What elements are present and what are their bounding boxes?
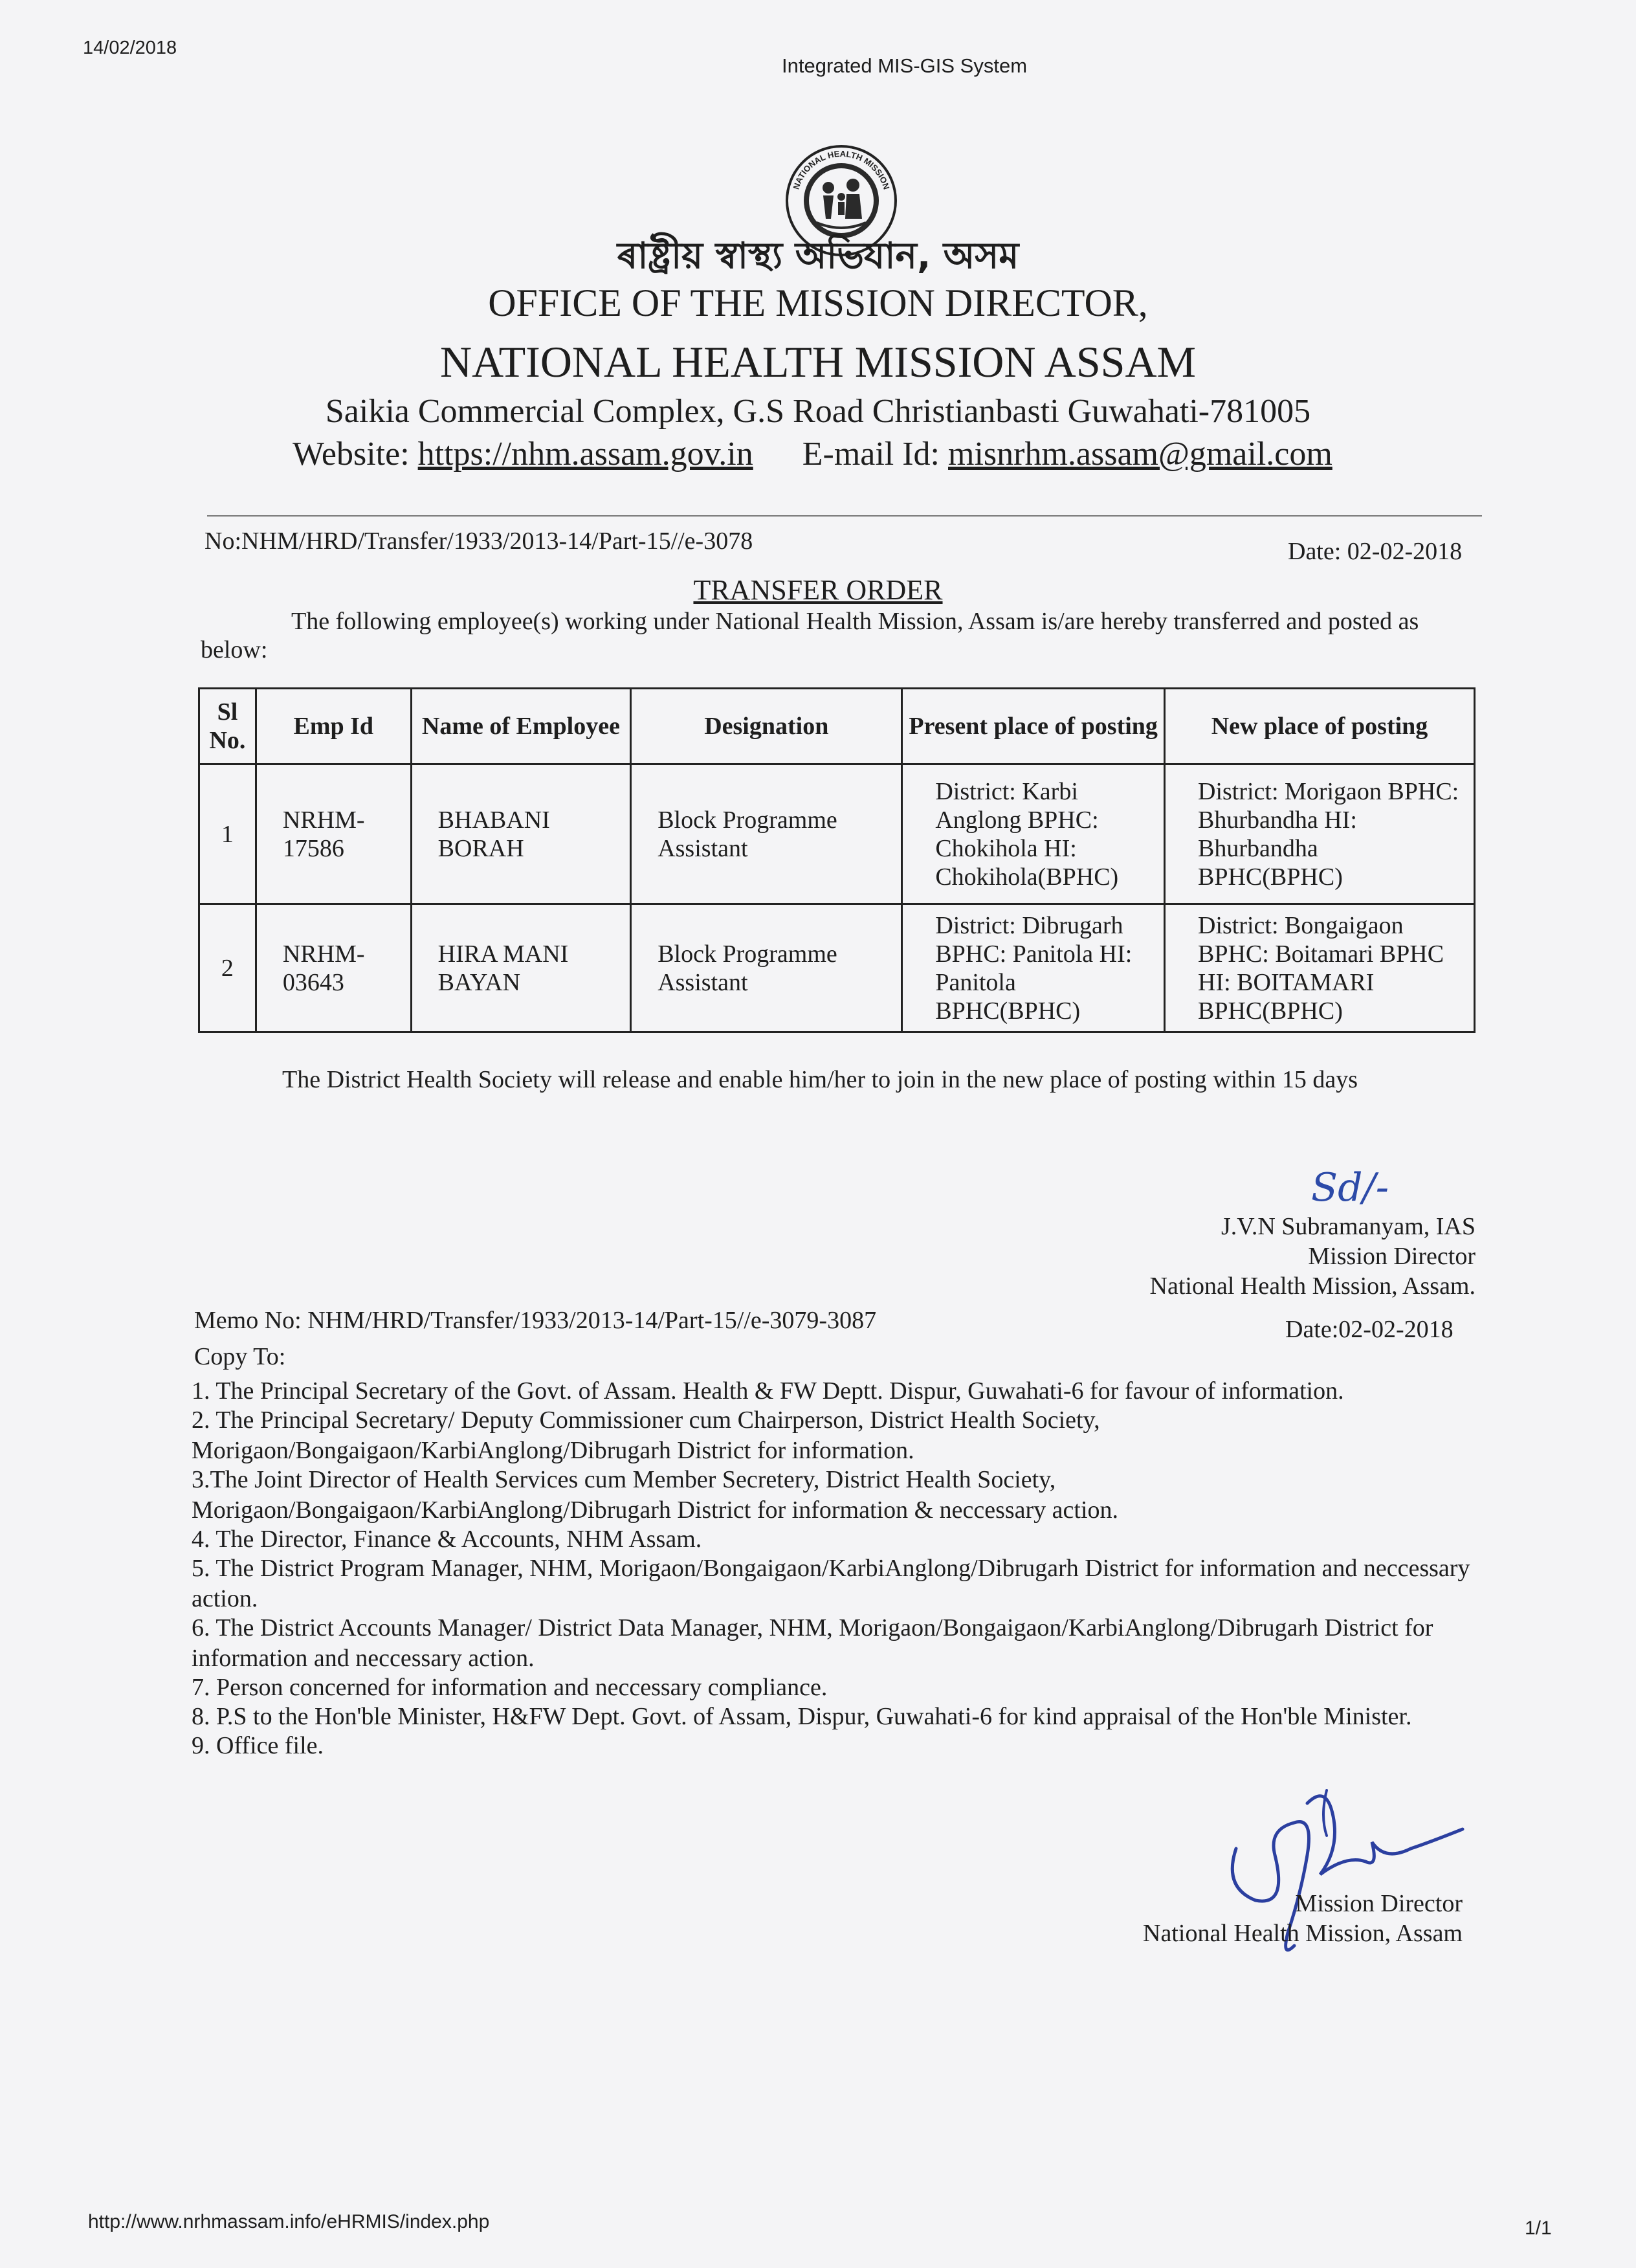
final-signatory-block <box>1035 1889 1463 1948</box>
memo-date: Date:02-02-2018 <box>1285 1316 1454 1343</box>
cell-emp-id: NRHM-03643 <box>256 904 411 1032</box>
organization-name: NATIONAL HEALTH MISSION ASSAM <box>439 337 1197 386</box>
page-number: 1/1 <box>1525 2218 1552 2239</box>
order-title: TRANSFER ORDER <box>693 574 943 606</box>
cell-sl: 2 <box>199 904 256 1032</box>
table-row <box>199 764 1475 904</box>
signatory-name: J.V.N Subramanyam, IAS <box>1221 1213 1476 1240</box>
email-label: E-mail Id: <box>802 436 940 472</box>
copy-to-list <box>192 1376 1492 1760</box>
system-name: Integrated MIS-GIS System <box>782 54 1028 77</box>
cell-name: BHABANI BORAH <box>411 764 631 904</box>
cell-present-posting: District: Karbi Anglong BPHC: Chokihola HI: Chokihola(BPHC) <box>902 764 1165 904</box>
order-reference-number: No:NHM/HRD/Transfer/1933/2013-14/Part-15//e-3078 <box>204 528 753 555</box>
list-item: 5. The District Program Manager, NHM, Morigaon/Bongaigaon/KarbiAnglong/Dibrugarh District for information and neccessary action. <box>192 1555 1470 1612</box>
list-item: 8. P.S to the Hon'ble Minister, H&FW Dept. Govt. of Assam, Dispur, Guwahati-6 for kind appraisal of the Hon'ble Minister. <box>192 1703 1412 1730</box>
print-date: 14/02/2018 <box>83 38 177 58</box>
cell-new-posting: District: Bongaigaon BPHC: Boitamari BPHC HI: BOITAMARI BPHC(BPHC) <box>1165 904 1475 1032</box>
col-sl-no: Sl No. <box>199 689 256 764</box>
final-signatory-title: Mission Director <box>1295 1890 1463 1917</box>
list-item: 6. The District Accounts Manager/ District Data Manager, NHM, Morigaon/Bongaigaon/KarbiAnglong/Dibrugarh District for information and neccessary action. <box>192 1614 1433 1672</box>
transfer-table <box>198 687 1476 1033</box>
cell-emp-id: NRHM-17586 <box>256 764 411 904</box>
list-item: 7. Person concerned for information and neccessary compliance. <box>192 1674 828 1701</box>
col-emp-id: Emp Id <box>256 689 411 764</box>
website-label: Website: <box>293 436 410 472</box>
col-new-posting: New place of posting <box>1165 689 1475 764</box>
signatory-title: Mission Director <box>1308 1243 1476 1270</box>
list-item: 4. The Director, Finance & Accounts, NHM Assam. <box>192 1526 702 1553</box>
final-signatory-org: National Health Mission, Assam <box>1143 1920 1463 1947</box>
order-date: Date: 02-02-2018 <box>1288 538 1463 565</box>
office-line: OFFICE OF THE MISSION DIRECTOR, <box>488 282 1148 324</box>
copy-to-label: Copy To: <box>194 1343 286 1370</box>
website-link[interactable]: https://nhm.assam.gov.in <box>417 436 753 472</box>
logo-text: NATIONAL HEALTH MISSION <box>791 148 892 191</box>
cell-designation: Block Programme Assistant <box>631 904 902 1032</box>
col-present-posting: Present place of posting <box>902 689 1165 764</box>
list-item: 1. The Principal Secretary of the Govt. of Assam. Health & FW Deptt. Dispur, Guwahati-6 for favour of information. <box>192 1377 1344 1405</box>
cell-new-posting: District: Morigaon BPHC: Bhurbandha HI: Bhurbandha BPHC(BPHC) <box>1165 764 1475 904</box>
header-divider <box>207 515 1482 517</box>
cell-sl: 1 <box>199 764 256 904</box>
release-note: The District Health Society will release and enable him/her to join in the new place of posting within 15 days <box>282 1066 1358 1093</box>
list-item: 3.The Joint Director of Health Services cum Member Secretery, District Health Society, Morigaon/Bongaigaon/KarbiAnglong/Dibrugarh District for information & neccessary action. <box>192 1466 1119 1524</box>
contact-line <box>293 435 1332 473</box>
col-designation: Designation <box>631 689 902 764</box>
signatory-block <box>1035 1212 1476 1301</box>
col-name: Name of Employee <box>411 689 631 764</box>
table-row <box>199 904 1475 1032</box>
list-item: 2. The Principal Secretary/ Deputy Commissioner cum Chairperson, District Health Society, Morigaon/Bongaigaon/KarbiAnglong/Dibrugarh District for information. <box>192 1406 1100 1464</box>
email-link[interactable]: misnrhm.assam@gmail.com <box>948 436 1332 472</box>
office-address: Saikia Commercial Complex, G.S Road Christianbasti Guwahati-781005 <box>325 393 1311 430</box>
memo-number: Memo No: NHM/HRD/Transfer/1933/2013-14/Part-15//e-3079-3087 <box>194 1307 877 1334</box>
signatory-org: National Health Mission, Assam. <box>1149 1273 1476 1300</box>
table-header-row <box>199 689 1475 764</box>
assamese-title: ৰাষ্ট্ৰীয় স্বাস্থ্য অভিযান, অসম <box>617 235 1019 277</box>
cell-name: HIRA MANI BAYAN <box>411 904 631 1032</box>
cell-designation: Block Programme Assistant <box>631 764 902 904</box>
sd-mark: Sd/- <box>1311 1165 1389 1210</box>
cell-present-posting: District: Dibrugarh BPHC: Panitola HI: Panitola BPHC(BPHC) <box>902 904 1165 1032</box>
order-intro: The following employee(s) working under National Health Mission, Assam is/are hereby transferred and posted as below: <box>201 608 1419 663</box>
list-item: 9. Office file. <box>192 1732 324 1759</box>
footer-url: http://www.nrhmassam.info/eHRMIS/index.php <box>88 2211 490 2232</box>
